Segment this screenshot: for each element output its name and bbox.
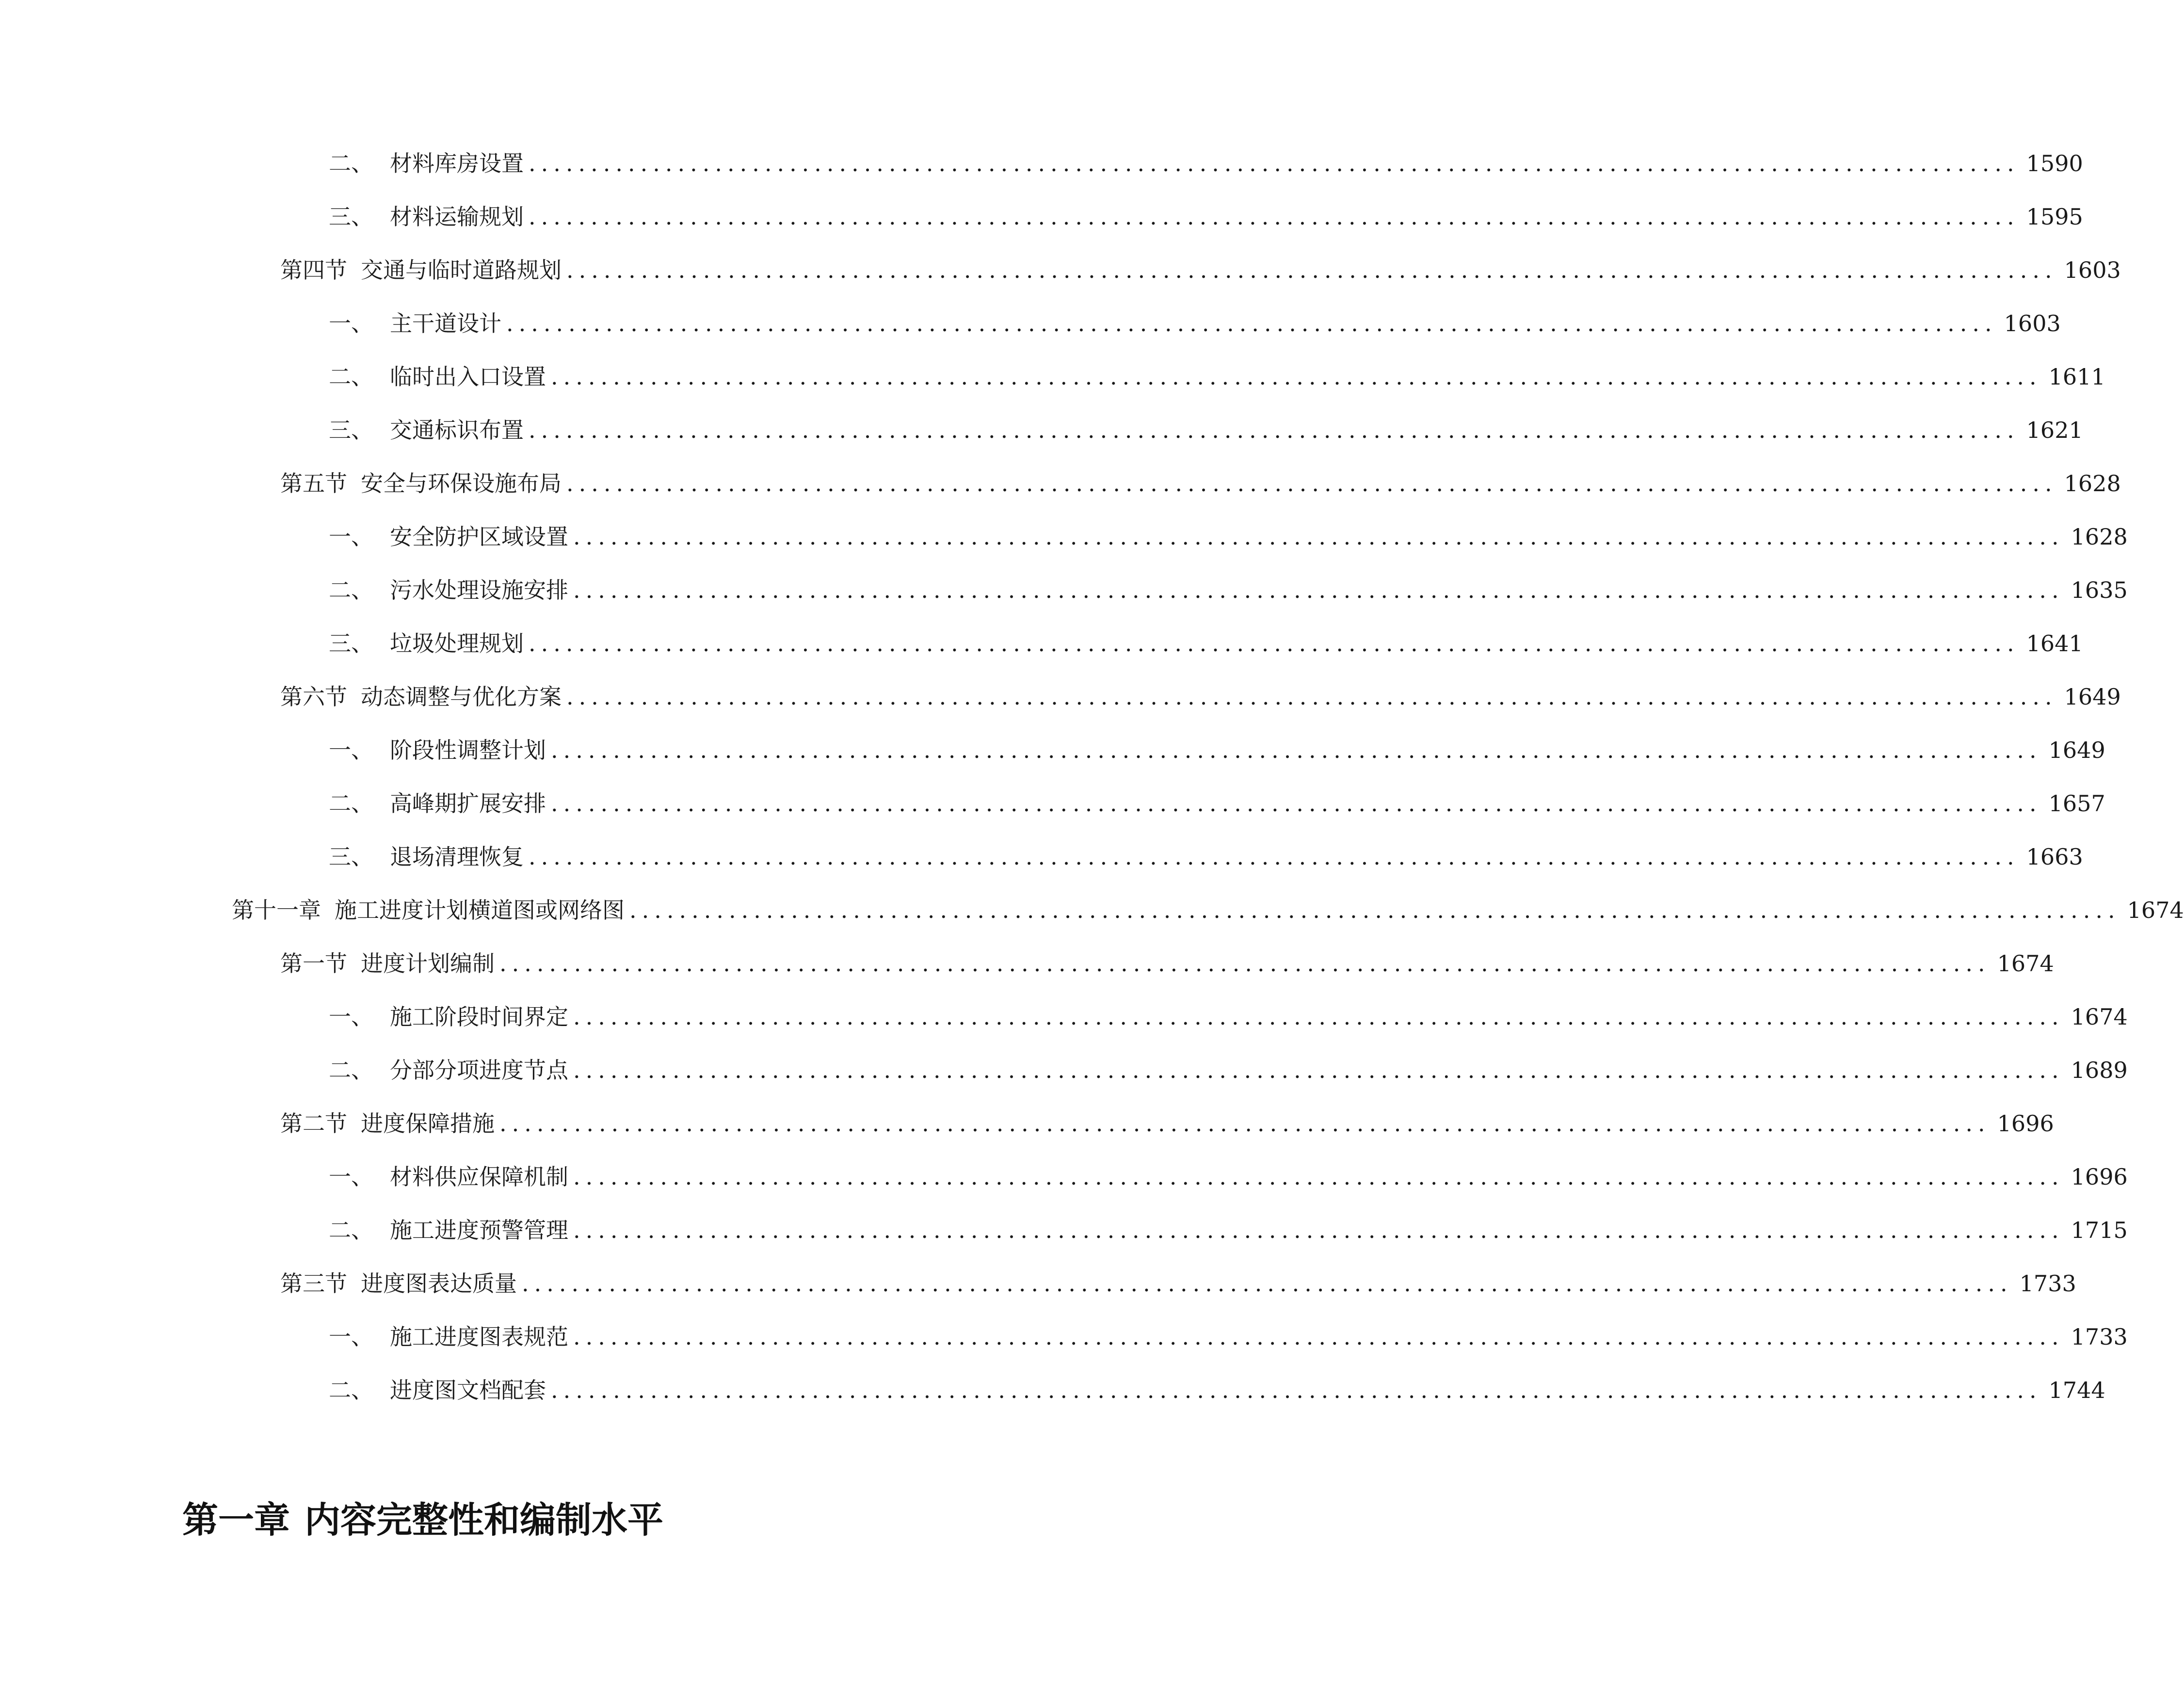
toc-entry[interactable] [0,1097,2054,1150]
toc-entry-page-number: 1715 [2071,1217,2128,1243]
toc-entry-prefix: 第一节 [280,950,347,977]
toc-entry-prefix: 一、 [329,524,373,550]
toc-entry-page-number: 1733 [2071,1324,2128,1350]
toc-entry-title: 交通与临时道路规划 [361,257,562,283]
toc-dot-leader: ........................................................................................................................ [629,897,2120,923]
toc-entry-page-number: 1663 [2026,844,2083,870]
toc-entry-title: 交通标识布置 [390,417,524,443]
toc-entry-prefix: 二、 [329,1217,373,1243]
toc-entry-page-number: 1628 [2071,524,2128,550]
toc-entry-prefix: 二、 [329,150,373,177]
toc-entry-title: 进度计划编制 [361,950,495,977]
toc-entry-title: 阶段性调整计划 [390,737,546,763]
toc-entry-prefix: 第二节 [280,1110,347,1137]
toc-entry-prefix: 三、 [329,417,373,443]
toc-entry[interactable] [0,1043,2128,1097]
toc-dot-leader: ........................................................................................................................ [573,1057,2064,1083]
toc-entry-title: 分部分项进度节点 [390,1057,568,1083]
toc-entry-prefix: 二、 [329,577,373,603]
toc-dot-leader: ........................................................................................................................ [573,577,2064,603]
toc-entry-page-number: 1611 [2048,364,2105,390]
toc-entry-page-number: 1603 [2004,310,2061,337]
toc-entry-page-number: 1628 [2064,470,2121,497]
toc-entry-prefix: 一、 [329,1004,373,1030]
toc-dot-leader: ........................................................................................................................ [551,737,2042,763]
toc-entry-page-number: 1674 [2127,897,2184,923]
toc-entry[interactable] [0,723,2105,777]
toc-dot-leader: ........................................................................................................................ [529,417,2020,443]
toc-entry-title: 安全防护区域设置 [390,524,568,550]
toc-entry-page-number: 1595 [2026,204,2083,230]
toc-entry-prefix: 三、 [329,630,373,657]
toc-entry-title: 高峰期扩展安排 [390,790,546,817]
toc-entry[interactable] [0,243,2121,297]
toc-entry-page-number: 1674 [2071,1004,2128,1030]
toc-dot-leader: ........................................................................................................................ [551,790,2042,817]
toc-entry-title: 主干道设计 [390,310,501,337]
toc-entry[interactable] [0,1150,2128,1204]
toc-dot-leader: ........................................................................................................................ [529,630,2020,657]
toc-dot-leader: ........................................................................................................................ [506,310,1997,337]
toc-entry-title: 进度图表达质量 [361,1270,517,1297]
toc-entry-prefix: 第四节 [280,257,347,283]
toc-dot-leader: ........................................................................................................................ [573,1217,2064,1243]
toc-entry-prefix: 二、 [329,1377,373,1403]
toc-entry-page-number: 1696 [1997,1110,2054,1137]
toc-entry-page-number: 1733 [2019,1270,2076,1297]
toc-entry[interactable] [0,830,2083,883]
toc-entry[interactable] [0,350,2105,403]
toc-dot-leader: ........................................................................................................................ [573,524,2064,550]
toc-entry-title: 临时出入口设置 [390,364,546,390]
toc-entry[interactable] [0,297,2061,350]
toc-entry-title: 材料库房设置 [390,150,524,177]
toc-entry-page-number: 1744 [2048,1377,2105,1403]
toc-dot-leader: ........................................................................................................................ [551,1377,2042,1403]
toc-entry[interactable] [0,990,2128,1043]
toc-entry-title: 施工进度计划横道图或网络图 [335,897,625,923]
toc-entry[interactable] [0,563,2128,617]
toc-entry-title: 退场清理恢复 [390,844,524,870]
toc-entry-page-number: 1641 [2026,630,2083,657]
toc-entry-page-number: 1657 [2048,790,2105,817]
toc-entry-title: 施工进度图表规范 [390,1324,568,1350]
toc-entry-page-number: 1590 [2026,150,2083,177]
toc-entry-title: 污水处理设施安排 [390,577,568,603]
toc-entry[interactable] [0,457,2121,510]
toc-entry-page-number: 1689 [2071,1057,2128,1083]
toc-entry-title: 进度图文档配套 [390,1377,546,1403]
chapter-number: 第一章 [182,1499,290,1541]
toc-entry[interactable] [0,1204,2128,1257]
toc-dot-leader: ........................................................................................................................ [499,950,1991,977]
toc-entry-prefix: 第三节 [280,1270,347,1297]
toc-entry-title: 垃圾处理规划 [390,630,524,657]
table-of-contents [0,137,2184,1417]
toc-entry-title: 施工阶段时间界定 [390,1004,568,1030]
toc-dot-leader: ........................................................................................................................ [522,1270,2013,1297]
toc-dot-leader: ........................................................................................................................ [566,257,2057,283]
toc-entry-prefix: 第六节 [280,684,347,710]
toc-entry[interactable] [0,1257,2076,1310]
toc-entry-prefix: 一、 [329,1164,373,1190]
toc-entry-prefix: 二、 [329,1057,373,1083]
toc-entry[interactable] [0,190,2083,243]
toc-entry-title: 施工进度预警管理 [390,1217,568,1243]
toc-entry[interactable] [0,1364,2105,1417]
toc-entry-page-number: 1603 [2064,257,2121,283]
toc-dot-leader: ........................................................................................................................ [529,844,2020,870]
toc-entry[interactable] [0,1310,2128,1364]
toc-entry-page-number: 1696 [2071,1164,2128,1190]
toc-entry-page-number: 1674 [1997,950,2054,977]
toc-entry[interactable] [0,403,2083,457]
toc-dot-leader: ........................................................................................................................ [551,364,2042,390]
toc-entry-prefix: 二、 [329,364,373,390]
chapter-title: 内容完整性和编制水平 [305,1499,663,1541]
toc-entry-page-number: 1649 [2064,684,2121,710]
toc-entry-title: 材料运输规划 [390,204,524,230]
toc-entry[interactable] [0,883,2184,937]
toc-dot-leader: ........................................................................................................................ [529,204,2020,230]
toc-dot-leader: ........................................................................................................................ [573,1324,2064,1350]
toc-entry-prefix: 一、 [329,737,373,763]
toc-entry-prefix: 第十一章 [232,897,321,923]
toc-entry-page-number: 1635 [2071,577,2128,603]
toc-dot-leader: ........................................................................................................................ [499,1110,1991,1137]
toc-entry[interactable] [0,937,2054,990]
toc-entry-prefix: 一、 [329,1324,373,1350]
toc-entry[interactable] [0,617,2083,670]
toc-entry[interactable] [0,777,2105,830]
toc-entry-title: 动态调整与优化方案 [361,684,562,710]
toc-entry-page-number: 1649 [2048,737,2105,763]
toc-dot-leader: ........................................................................................................................ [529,150,2020,177]
toc-dot-leader: ........................................................................................................................ [566,470,2057,497]
toc-entry-prefix: 三、 [329,844,373,870]
toc-entry-page-number: 1621 [2026,417,2083,443]
toc-entry[interactable] [0,137,2083,190]
toc-entry-title: 安全与环保设施布局 [361,470,562,497]
toc-entry-prefix: 二、 [329,790,373,817]
toc-entry-title: 进度保障措施 [361,1110,495,1137]
chapter-heading [182,1498,663,1542]
toc-entry[interactable] [0,510,2128,563]
toc-entry-prefix: 第五节 [280,470,347,497]
toc-entry-title: 材料供应保障机制 [390,1164,568,1190]
toc-dot-leader: ........................................................................................................................ [573,1164,2064,1190]
toc-dot-leader: ........................................................................................................................ [573,1004,2064,1030]
toc-entry[interactable] [0,670,2121,723]
toc-entry-prefix: 一、 [329,310,373,337]
toc-entry-prefix: 三、 [329,204,373,230]
toc-dot-leader: ........................................................................................................................ [566,684,2057,710]
